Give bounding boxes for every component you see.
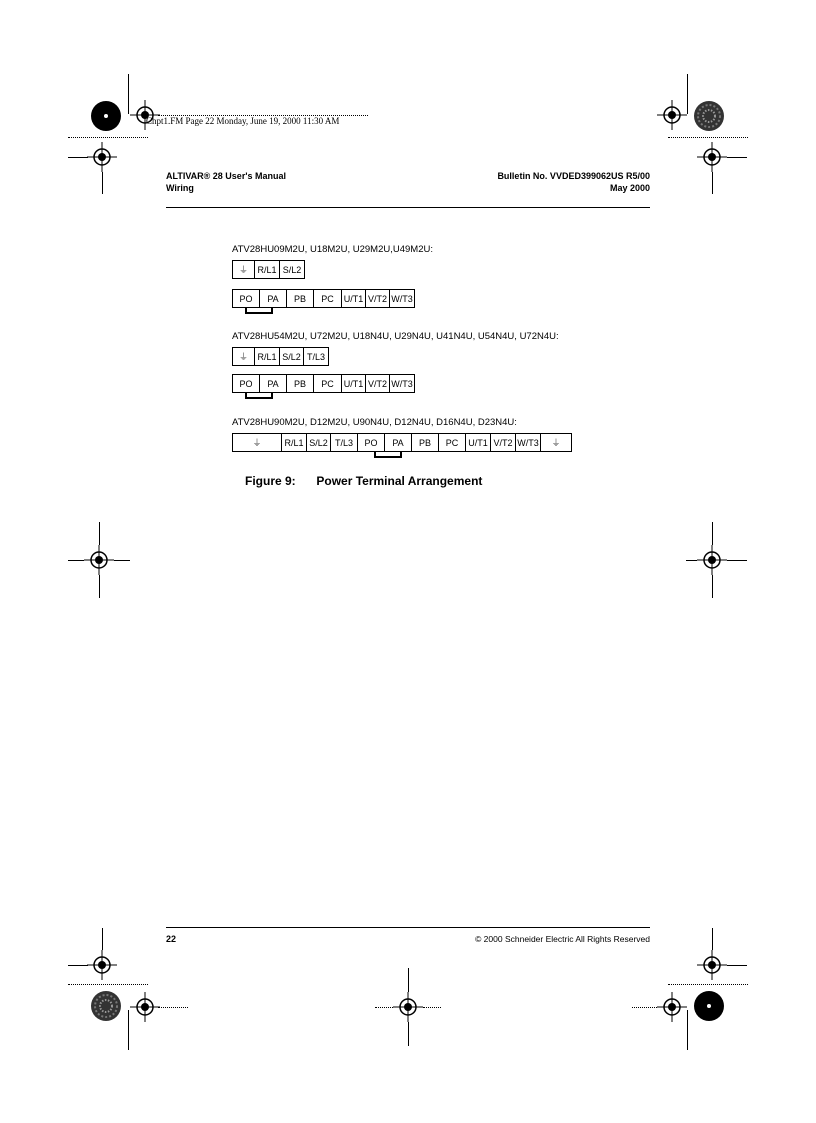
figure-title: Power Terminal Arrangement (316, 474, 483, 488)
ground-terminal: ⏚ (233, 348, 255, 365)
terminal: U/T1 (466, 434, 491, 451)
terminal: PC (314, 290, 342, 307)
print-slug-line: Chpt1.FM Page 22 Monday, June 19, 2000 11:30 AM (146, 116, 340, 126)
crop-mark (68, 157, 88, 158)
crop-mark (423, 1007, 441, 1008)
crop-mark (632, 1007, 657, 1008)
crosshair-icon (697, 950, 727, 980)
ground-terminal: ⏚ (233, 261, 255, 278)
publication-date: May 2000 (609, 183, 650, 193)
running-header-left (166, 170, 286, 194)
terminal: T/L3 (306, 351, 325, 362)
crop-mark (408, 1022, 409, 1046)
crop-mark (68, 965, 88, 966)
crop-mark (712, 575, 713, 598)
crop-mark (712, 928, 713, 950)
terminal: R/L1 (255, 348, 280, 365)
terminal: U/T1 (342, 375, 366, 392)
crosshair-icon (130, 992, 160, 1022)
page-number: 22 (166, 934, 177, 944)
model-list: ATV28HU90M2U, D12M2U, U90N4U, D12N4U, D16N4U, D23N4U: (232, 417, 517, 428)
combined-terminal-strip (232, 433, 572, 452)
crop-mark (712, 522, 713, 545)
terminal: PB (412, 434, 439, 451)
ground-terminal: ⏚ (551, 438, 561, 448)
output-terminal-strip (232, 289, 415, 308)
crop-mark (114, 560, 130, 561)
terminal: PB (287, 375, 314, 392)
terminal: S/L2 (282, 264, 302, 275)
terminal: PO (233, 375, 260, 392)
terminal: V/T2 (491, 434, 516, 451)
terminal: PA (260, 375, 287, 392)
crosshair-icon (657, 992, 687, 1022)
crop-mark (687, 74, 688, 114)
crop-mark (727, 157, 747, 158)
crosshair-icon (697, 545, 727, 575)
terminal: PC (439, 434, 466, 451)
crosshair-icon (87, 142, 117, 172)
header-rule (166, 207, 650, 208)
jumper-bar (374, 451, 402, 458)
terminal: PB (287, 290, 314, 307)
terminal: S/L2 (307, 434, 331, 451)
crosshair-icon (657, 100, 687, 130)
figure-caption (245, 474, 482, 488)
crop-mark (158, 1007, 188, 1008)
crop-mark (102, 928, 103, 950)
jumper-bar (245, 392, 273, 399)
crop-mark (68, 984, 148, 985)
registration-pattern-icon (90, 990, 122, 1022)
crop-mark (668, 137, 748, 138)
terminal: V/T2 (366, 375, 390, 392)
crop-mark (102, 172, 103, 194)
line-terminal-strip (232, 260, 305, 279)
crop-mark (408, 968, 409, 992)
output-terminal-strip (232, 374, 415, 393)
terminal: W/T3 (391, 378, 413, 389)
terminal: PC (314, 375, 342, 392)
line-terminal-strip (232, 347, 329, 366)
crop-mark (68, 560, 84, 561)
terminal: U/T1 (342, 290, 366, 307)
registration-dot-icon (90, 100, 122, 132)
crop-mark (128, 74, 129, 114)
crosshair-icon (84, 545, 114, 575)
crop-mark (687, 1010, 688, 1050)
crop-mark (727, 560, 747, 561)
crop-mark (668, 984, 748, 985)
terminal: PO (358, 434, 385, 451)
crop-mark (68, 137, 148, 138)
crop-mark (727, 965, 747, 966)
crosshair-icon (393, 992, 423, 1022)
crop-mark (99, 575, 100, 598)
registration-dot-icon (693, 990, 725, 1022)
footer-rule (166, 927, 650, 928)
crosshair-icon (87, 950, 117, 980)
terminal: W/T3 (391, 293, 413, 304)
terminal: PA (385, 434, 412, 451)
bulletin-number: Bulletin No. VVDED399062US R5/00 (497, 171, 650, 181)
terminal: PO (233, 290, 260, 307)
crop-mark (99, 522, 100, 545)
model-list: ATV28HU09M2U, U18M2U, U29M2U,U49M2U: (232, 244, 433, 255)
crop-mark (712, 172, 713, 194)
terminal: W/T3 (516, 434, 541, 451)
crosshair-icon (697, 142, 727, 172)
model-list: ATV28HU54M2U, U72M2U, U18N4U, U29N4U, U41N4U, U54N4U, U72N4U: (232, 331, 559, 342)
terminal: V/T2 (366, 290, 390, 307)
registration-pattern-icon (693, 100, 725, 132)
manual-title: ALTIVAR® 28 User's Manual (166, 171, 286, 181)
chapter-title: Wiring (166, 183, 194, 193)
copyright-notice: © 2000 Schneider Electric All Rights Reserved (475, 934, 650, 944)
terminal: R/L1 (255, 261, 280, 278)
terminal: PA (260, 290, 287, 307)
terminal: R/L1 (282, 434, 307, 451)
figure-number: Figure 9: (245, 474, 296, 488)
ground-terminal: ⏚ (233, 434, 282, 451)
crop-mark (375, 1007, 393, 1008)
terminal: S/L2 (280, 348, 304, 365)
crop-mark (686, 560, 697, 561)
jumper-bar (245, 307, 273, 314)
running-header-right (497, 170, 650, 194)
crop-mark (128, 1010, 129, 1050)
terminal: T/L3 (331, 434, 358, 451)
